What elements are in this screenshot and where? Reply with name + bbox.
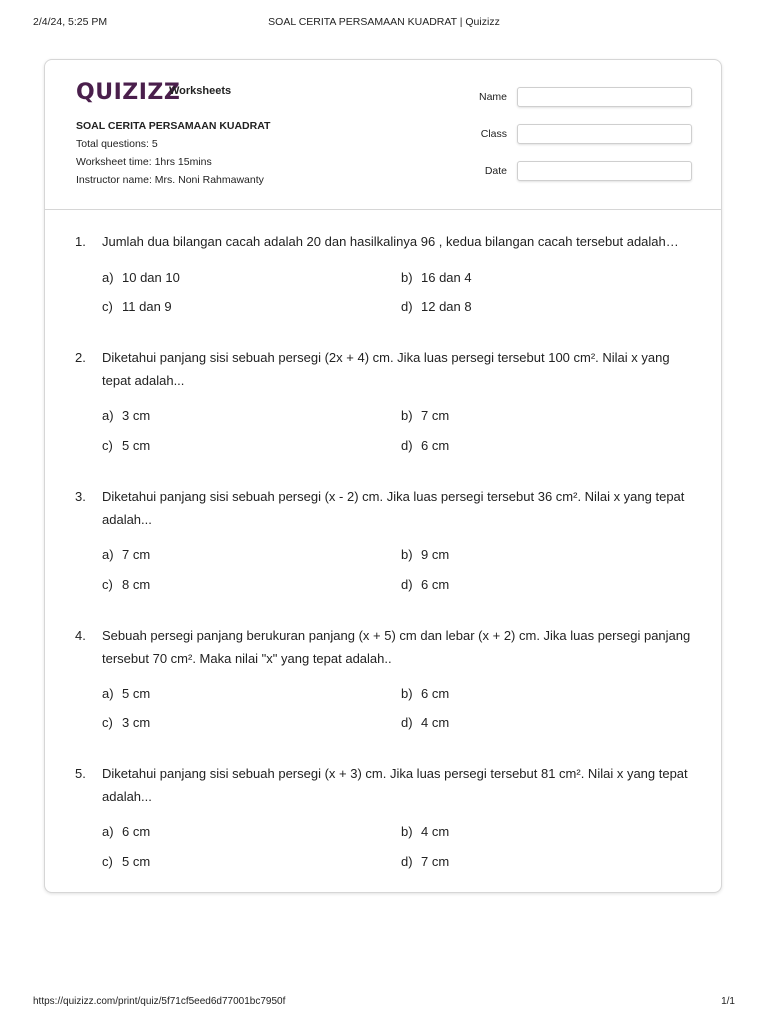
question-3-option-a[interactable] (102, 546, 150, 564)
question-number: 1. (75, 234, 86, 249)
option-letter: d) (401, 438, 413, 453)
question-3-option-c[interactable] (102, 576, 150, 594)
worksheet-title: SOAL CERITA PERSAMAAN KUADRAT (76, 120, 271, 132)
option-text: 10 dan 10 (122, 270, 180, 285)
question-number: 5. (75, 766, 86, 781)
option-letter: a) (102, 686, 114, 701)
option-letter: c) (102, 299, 113, 314)
option-text: 7 cm (421, 408, 450, 423)
question-4-option-d[interactable] (401, 714, 449, 732)
date-field[interactable] (517, 161, 692, 181)
option-letter: d) (401, 577, 413, 592)
print-page-title: SOAL CERITA PERSAMAAN KUADRAT | Quizizz (268, 16, 500, 28)
option-text: 6 cm (421, 577, 450, 592)
option-letter: c) (102, 715, 113, 730)
worksheet-time: Worksheet time: 1hrs 15mins (76, 156, 212, 168)
option-letter: b) (401, 686, 413, 701)
option-letter: b) (401, 408, 413, 423)
question-2-option-d[interactable] (401, 437, 449, 455)
question-number: 3. (75, 489, 86, 504)
option-letter: c) (102, 577, 113, 592)
option-text: 16 dan 4 (421, 270, 472, 285)
name-field[interactable] (517, 87, 692, 107)
option-text: 7 cm (122, 547, 151, 562)
question-text: Diketahui panjang sisi sebuah persegi (x - 2) cm. Jika luas persegi tersebut 36 cm². Nilai x yang tepat adalah... (102, 489, 685, 527)
option-letter: a) (102, 824, 114, 839)
question-1-option-c[interactable] (102, 298, 172, 316)
option-text: 3 cm (122, 408, 151, 423)
option-letter: c) (102, 854, 113, 869)
option-letter: b) (401, 547, 413, 562)
question-text: Sebuah persegi panjang berukuran panjang (x + 5) cm dan lebar (x + 2) cm. Jika luas persegi panjang tersebut 70 cm². Maka nilai "x" yang tepat adalah.. (102, 628, 691, 666)
print-footer (33, 996, 735, 1010)
logo-subtitle: Worksheets (169, 85, 232, 97)
option-text: 8 cm (122, 577, 151, 592)
question-2-option-c[interactable] (102, 437, 150, 455)
option-text: 5 cm (122, 438, 151, 453)
question-4-option-b[interactable] (401, 685, 449, 703)
option-letter: a) (102, 547, 114, 562)
option-letter: b) (401, 824, 413, 839)
option-letter: d) (401, 715, 413, 730)
question-number: 2. (75, 350, 86, 365)
option-text: 12 dan 8 (421, 299, 472, 314)
question-5-option-b[interactable] (401, 823, 449, 841)
class-label: Class (480, 128, 507, 140)
question-5-option-c[interactable] (102, 853, 150, 871)
question-4-option-a[interactable] (102, 685, 150, 703)
option-text: 5 cm (122, 854, 151, 869)
question-1-option-d[interactable] (401, 298, 472, 316)
print-header (33, 16, 735, 30)
page-number: 1/1 (721, 996, 735, 1007)
option-text: 6 cm (421, 438, 450, 453)
question-text: Jumlah dua bilangan cacah adalah 20 dan hasilkalinya 96 , kedua bilangan cacah tersebut adalah… (102, 234, 679, 249)
option-text: 11 dan 9 (122, 299, 172, 314)
option-letter: a) (102, 270, 114, 285)
option-letter: c) (102, 438, 113, 453)
question-3-option-b[interactable] (401, 546, 449, 564)
print-url[interactable]: https://quizizz.com/print/quiz/5f71cf5eed6d77001bc7950f (33, 996, 286, 1007)
class-field[interactable] (517, 124, 692, 144)
option-text: 6 cm (421, 686, 450, 701)
option-letter: a) (102, 408, 114, 423)
option-letter: d) (401, 854, 413, 869)
print-datetime: 2/4/24, 5:25 PM (33, 16, 108, 28)
question-4-option-c[interactable] (102, 714, 150, 732)
option-text: 5 cm (122, 686, 151, 701)
option-letter: d) (401, 299, 413, 314)
question-number: 4. (75, 628, 86, 643)
total-questions: Total questions: 5 (76, 138, 158, 150)
question-1-option-b[interactable] (401, 269, 472, 287)
worksheet-header (45, 60, 721, 210)
option-text: 7 cm (421, 854, 450, 869)
option-text: 6 cm (122, 824, 151, 839)
question-2-option-a[interactable] (102, 407, 150, 425)
question-1-option-a[interactable] (102, 269, 180, 287)
question-3-option-d[interactable] (401, 576, 449, 594)
option-letter: b) (401, 270, 413, 285)
option-text: 4 cm (421, 715, 450, 730)
quizizz-logo: QUIZIZZ (76, 80, 181, 105)
option-text: 3 cm (122, 715, 151, 730)
question-5-option-a[interactable] (102, 823, 150, 841)
date-label: Date (484, 165, 507, 177)
question-text: Diketahui panjang sisi sebuah persegi (x + 3) cm. Jika luas persegi tersebut 81 cm². Nilai x yang tepat adalah... (102, 766, 688, 804)
worksheet-card (44, 59, 722, 893)
option-text: 4 cm (421, 824, 450, 839)
question-5-option-d[interactable] (401, 853, 449, 871)
question-text: Diketahui panjang sisi sebuah persegi (2x + 4) cm. Jika luas persegi tersebut 100 cm². Nilai x yang tepat adalah... (102, 350, 670, 388)
instructor-name: Instructor name: Mrs. Noni Rahmawanty (76, 174, 264, 186)
name-label: Name (478, 91, 507, 103)
option-text: 9 cm (421, 547, 450, 562)
question-2-option-b[interactable] (401, 407, 449, 425)
